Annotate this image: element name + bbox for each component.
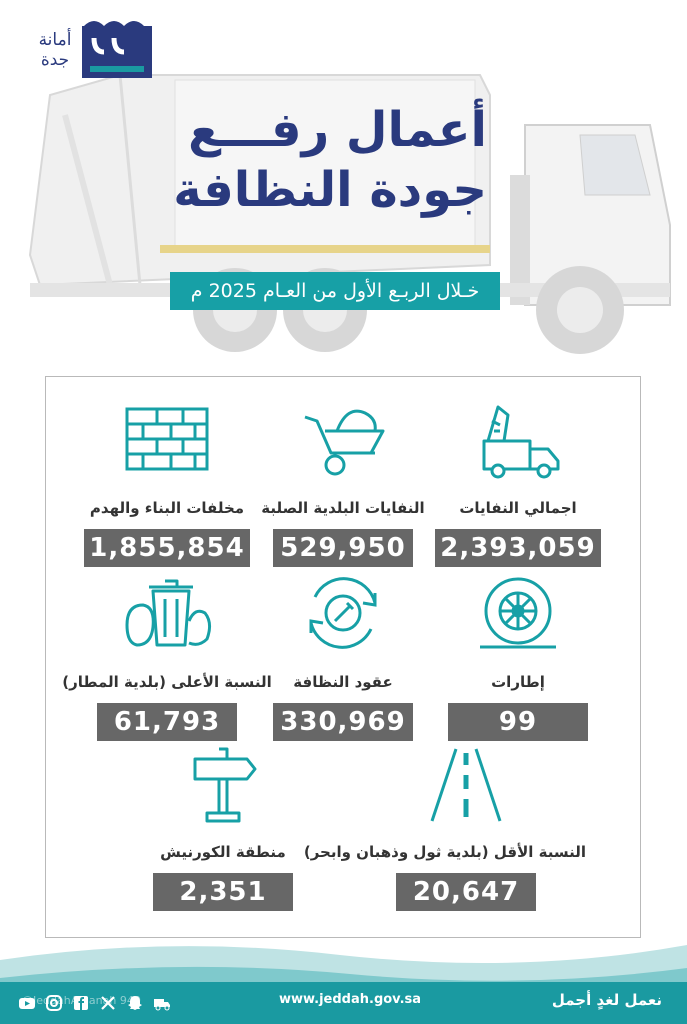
page-title — [167, 100, 487, 220]
footer-slogan: نعمل لغدٍ أجمل — [551, 991, 662, 1009]
stat-value: 20,647 — [396, 873, 536, 911]
logo-name-line1: أمانة — [38, 30, 72, 50]
website-link[interactable]: www.jeddah.gov.sa — [278, 992, 422, 1007]
stat-corniche-area — [123, 745, 323, 905]
title-line1: أعمال رفـــع — [188, 102, 487, 158]
stat-tires — [418, 575, 618, 735]
stat-label: النسبة الأعلى (بلدية المطار) — [62, 673, 272, 691]
stat-value: 1,855,854 — [84, 529, 250, 567]
garbage-truck-icon — [470, 401, 566, 481]
stat-construction-debris — [67, 401, 267, 561]
stat-label: منطقة الكورنيش — [160, 843, 286, 861]
stat-highest-municipality — [62, 575, 272, 737]
truck-icon — [153, 994, 171, 1012]
stats-panel — [45, 376, 641, 938]
stat-total-waste — [418, 401, 618, 561]
social-icons — [18, 992, 175, 1012]
stat-label: إطارات — [491, 673, 545, 691]
stat-value: 2,351 — [153, 873, 293, 911]
road-icon — [418, 745, 514, 825]
bricks-icon — [119, 401, 215, 481]
trash-bags-icon — [119, 575, 215, 655]
social-handle: @JeddahAmanah 940 — [22, 994, 141, 1007]
stat-label: النفايات البلدية الصلبة — [261, 499, 425, 517]
youtube-icon[interactable] — [18, 994, 36, 1012]
stat-lowest-municipality — [303, 745, 586, 907]
snapchat-icon[interactable] — [126, 994, 144, 1012]
logo-wordmark — [25, 30, 85, 70]
stat-value: 61,793 — [97, 703, 237, 741]
period-subtitle: خـلال الربـع الأول من العـام 2025 م — [170, 272, 500, 310]
stat-value: 99 — [448, 703, 588, 741]
x-icon[interactable] — [99, 994, 117, 1012]
stat-label: مخلفات البناء والهدم — [89, 499, 245, 517]
facebook-icon[interactable] — [72, 994, 90, 1012]
hero-section — [0, 0, 687, 370]
stat-value: 2,393,059 — [435, 529, 601, 567]
tire-icon — [470, 575, 566, 655]
stat-solid-municipal-waste — [243, 401, 443, 561]
stat-label: عقود النظافة — [293, 673, 393, 691]
logo-name-line2: جدة — [40, 50, 70, 70]
stat-value: 529,950 — [273, 529, 413, 567]
instagram-icon[interactable] — [45, 994, 63, 1012]
stat-label: النسبة الأقل (بلدية ثول وذهبان وابحر) — [303, 843, 586, 861]
wheelbarrow-icon — [295, 401, 391, 481]
stat-label: اجمالي النفايات — [459, 499, 577, 517]
title-line2: جودة النظافة — [173, 162, 487, 218]
stat-cleaning-contracts — [243, 575, 443, 735]
maintenance-cycle-icon — [295, 575, 391, 655]
signpost-icon — [175, 745, 271, 825]
footer-bar — [0, 982, 687, 1024]
stat-value: 330,969 — [273, 703, 413, 741]
